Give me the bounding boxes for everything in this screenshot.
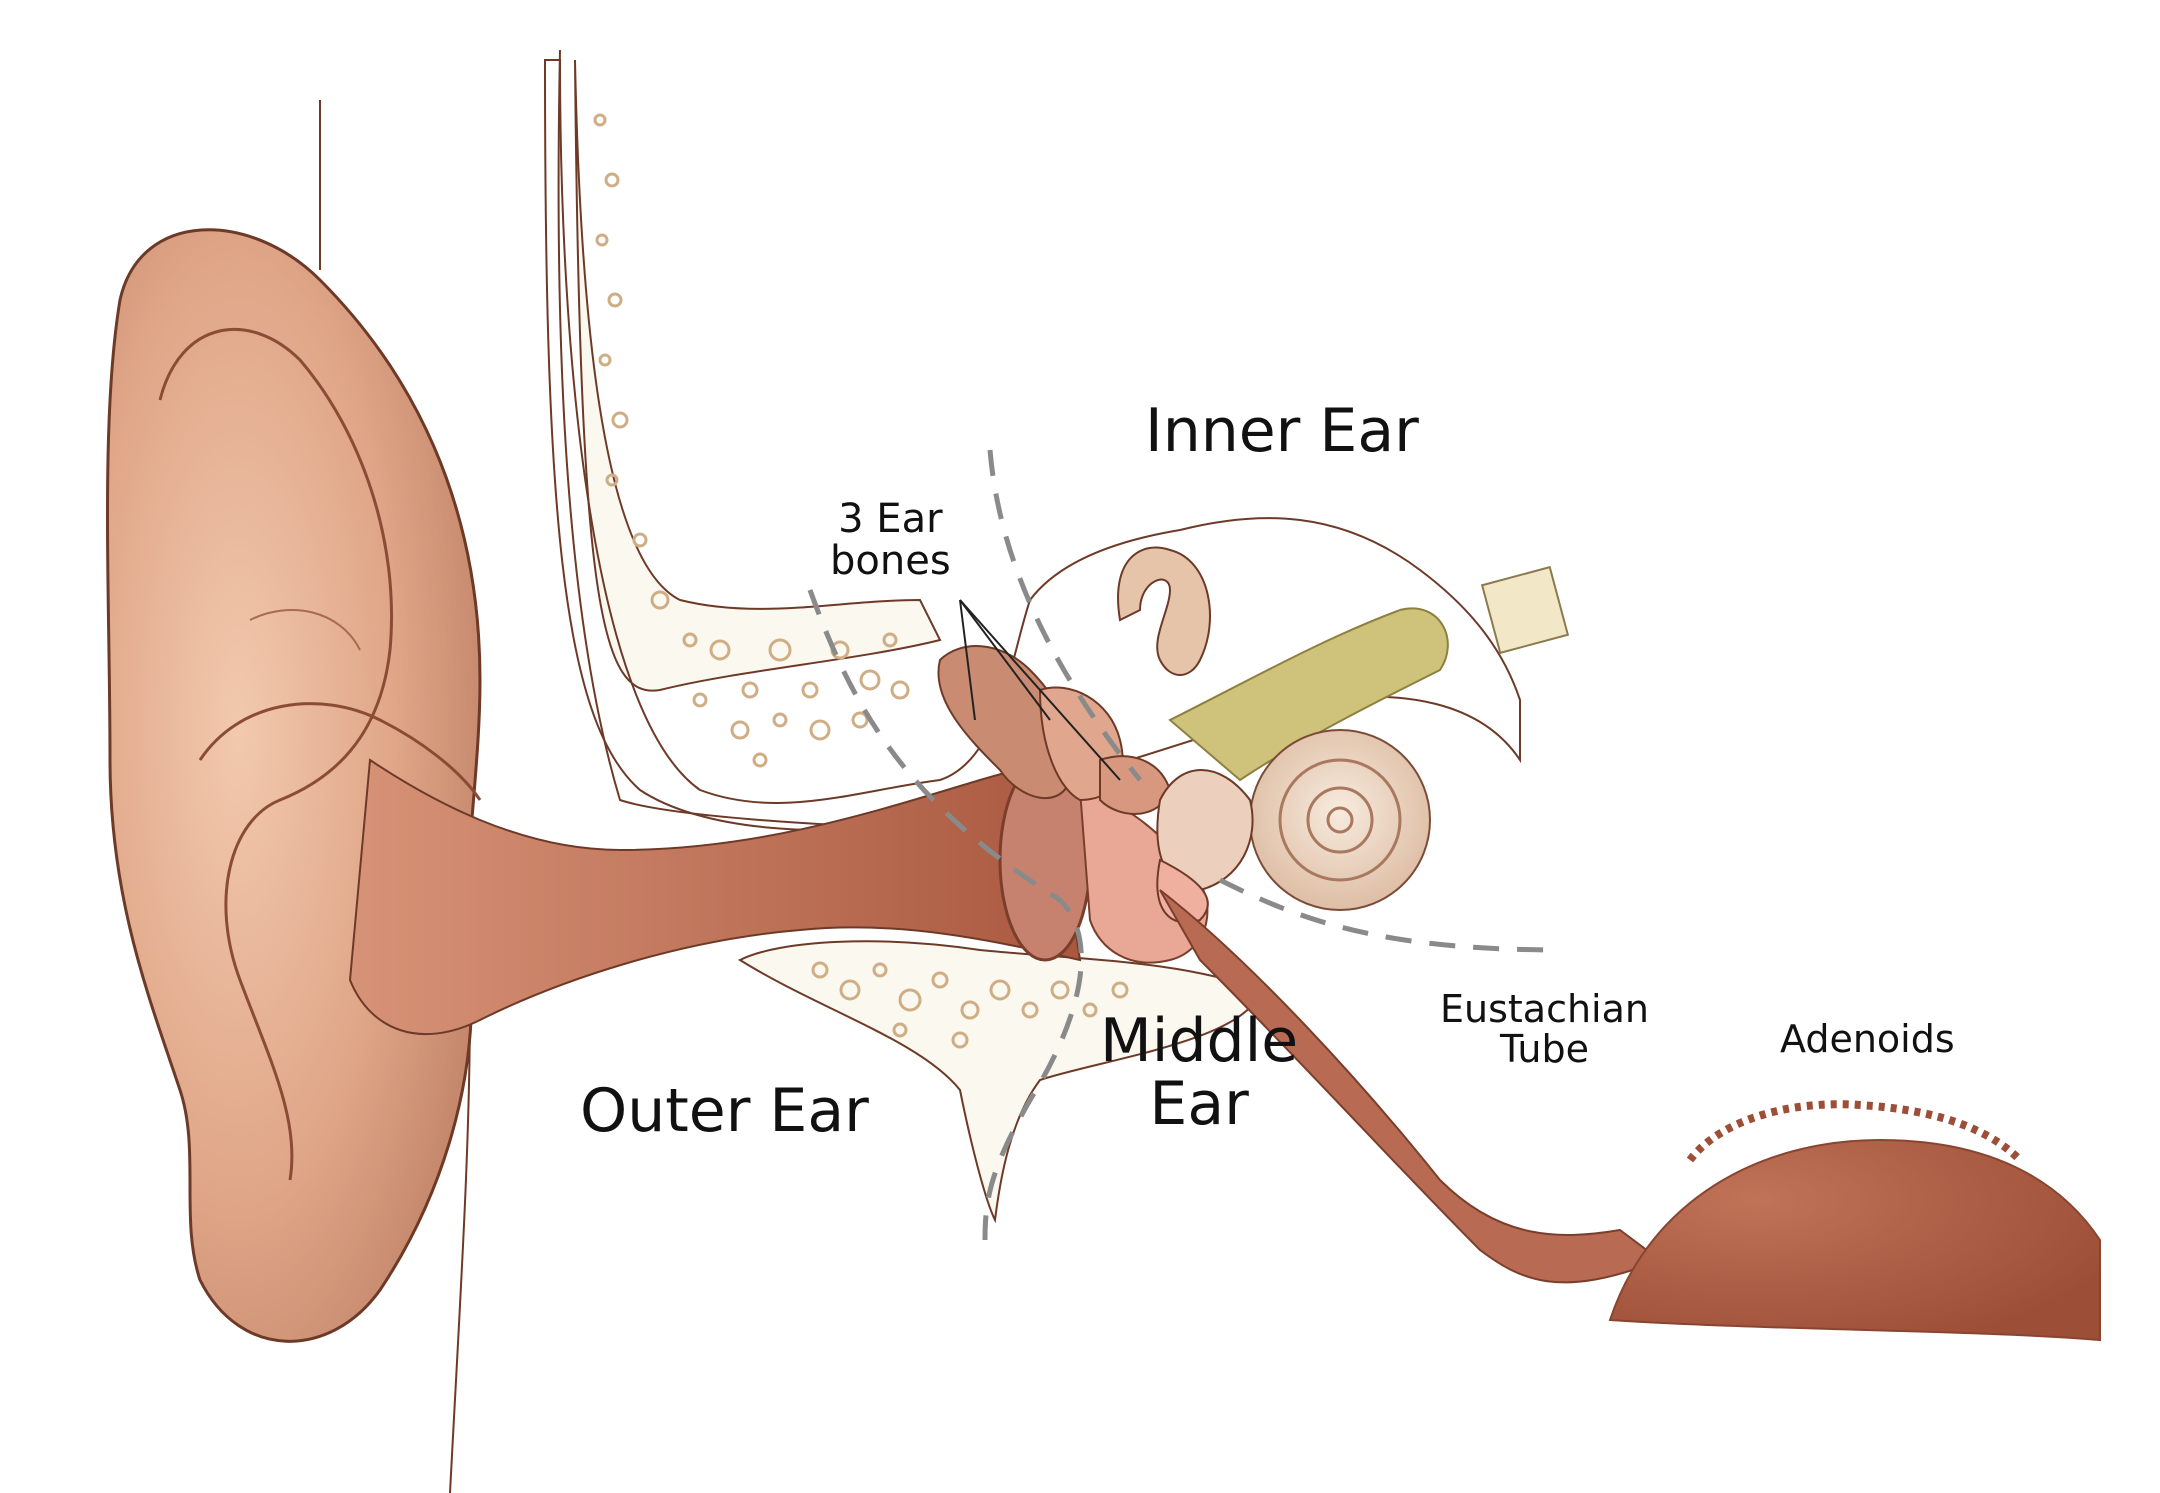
label-middle-ear-line1: Middle	[1100, 1006, 1299, 1076]
label-inner-ear	[1145, 396, 1419, 466]
nerve-stub	[1482, 567, 1568, 653]
inner-ear-structures	[1118, 548, 1448, 923]
label-outer-ear	[580, 1076, 869, 1146]
label-adenoids	[1780, 1017, 1955, 1061]
outer-ear-pinna	[108, 230, 481, 1342]
cochlea	[1250, 730, 1430, 910]
label-outer-ear-text: Outer Ear	[580, 1076, 869, 1146]
label-ear-bones-line1: 3 Ear	[838, 496, 943, 542]
label-middle-ear-line2: Ear	[1149, 1069, 1249, 1139]
label-inner-ear-text: Inner Ear	[1145, 396, 1419, 466]
label-middle-ear	[1100, 1006, 1299, 1139]
label-eustachian-line2: Tube	[1499, 1026, 1589, 1071]
label-ear-bones-line2: bones	[830, 538, 951, 584]
label-ear-bones	[830, 498, 951, 582]
label-eustachian-tube	[1440, 987, 1649, 1071]
label-eustachian-line1: Eustachian	[1440, 987, 1649, 1031]
label-adenoids-text: Adenoids	[1780, 1017, 1955, 1061]
adenoids	[1610, 1104, 2100, 1340]
